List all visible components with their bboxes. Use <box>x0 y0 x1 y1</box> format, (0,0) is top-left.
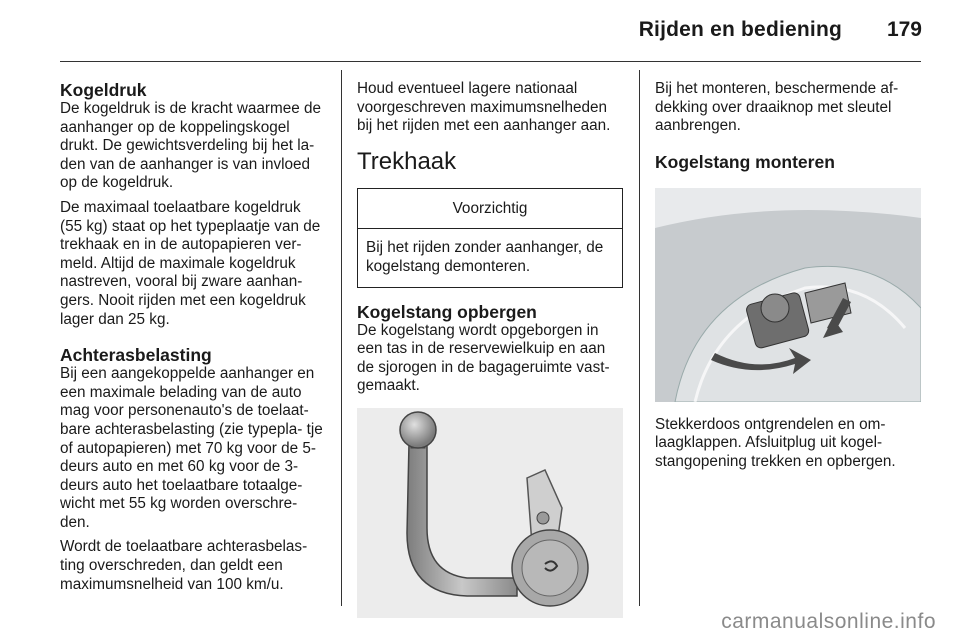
caution-text: Bij het rijden zonder aanhanger, de kogelstang demonteren. <box>366 239 604 275</box>
site-watermark: carmanualsonline.info <box>721 610 936 633</box>
paragraph-kogeldruk-1: De kogeldruk is de kracht waarmee de aanhanger op de koppelingskogel drukt. De gewichtsverdeling bij het la- den van de aanhanger is van invloed op de kogeldruk. <box>60 100 322 192</box>
page-number: 179 <box>886 18 922 41</box>
heading-trekhaak: Trekhaak <box>357 147 457 175</box>
paragraph-speed-note: Houd eventueel lagere nationaal voorgeschreven maximumsnelheden bij het rijden met een aanhanger aan. <box>357 80 611 135</box>
spacer <box>60 335 326 345</box>
paragraph-monteren: Stekkerdoos ontgrendelen en om- laagklappen. Afsluitplug uit kogel- stangopening trekken en opbergen. <box>655 415 896 470</box>
paragraph-achteras-1: Bij een aangekoppelde aanhanger en een maximale belading van de auto mag voor personenauto's de toelaat- bare achterasbelasting (zie typepla- tje of autopapieren) met 70 kg voor de 5-deurs auto en met 60 kg voor de 3- deurs auto het toelaatbare totaalge- wicht met 55 kg worden overschre- den. <box>60 365 323 531</box>
tow-ball-drawing <box>357 408 623 618</box>
heading-kogelstang-monteren: Kogelstang monteren <box>655 151 835 172</box>
heading-achterasbelasting: Achterasbelasting <box>60 345 212 366</box>
rear-bumper-illustration <box>655 188 921 402</box>
paragraph-achteras-2: Wordt de toelaatbare achterasbelas- ting overschreden, dan geldt een maximumsnelheid van 100 km/u. <box>60 538 308 593</box>
heading-kogeldruk: Kogeldruk <box>60 80 147 100</box>
paragraph-kogeldruk-2: De maximaal toelaatbare kogeldruk (55 kg) staat op het typeplaatje van de trekhaak en in de autopapieren ver- meld. Altijd de maximale kogeldruk nastreven, vooral bij zware aanhan- gers. Nooit rijden met een kogeldruk lager dan 25 kg. <box>60 198 321 328</box>
caution-box <box>357 188 623 288</box>
column-divider-1 <box>341 70 342 606</box>
paragraph-monteren-note: Bij het monteren, beschermende af- dekking over draaiknop met sleutel aanbrengen. <box>655 80 899 135</box>
column-middle <box>357 80 623 618</box>
bumper-socket-drawing <box>655 188 921 402</box>
caution-title: Voorzichtig <box>358 189 622 230</box>
spacer <box>655 142 921 152</box>
column-left <box>60 80 326 600</box>
header-divider <box>60 61 921 62</box>
page-header <box>0 0 960 52</box>
page-section-title: Rijden en bediening <box>638 18 842 41</box>
column-right <box>655 80 921 478</box>
heading-kogelstang-opbergen: Kogelstang opbergen <box>357 301 537 322</box>
tow-ball-illustration <box>357 408 623 618</box>
paragraph-opbergen: De kogelstang wordt opgeborgen in een tas in de reservewielkuip en aan de sjorogen in de bagageruimte vast- gemaakt. <box>357 321 610 395</box>
column-divider-2 <box>639 70 640 606</box>
